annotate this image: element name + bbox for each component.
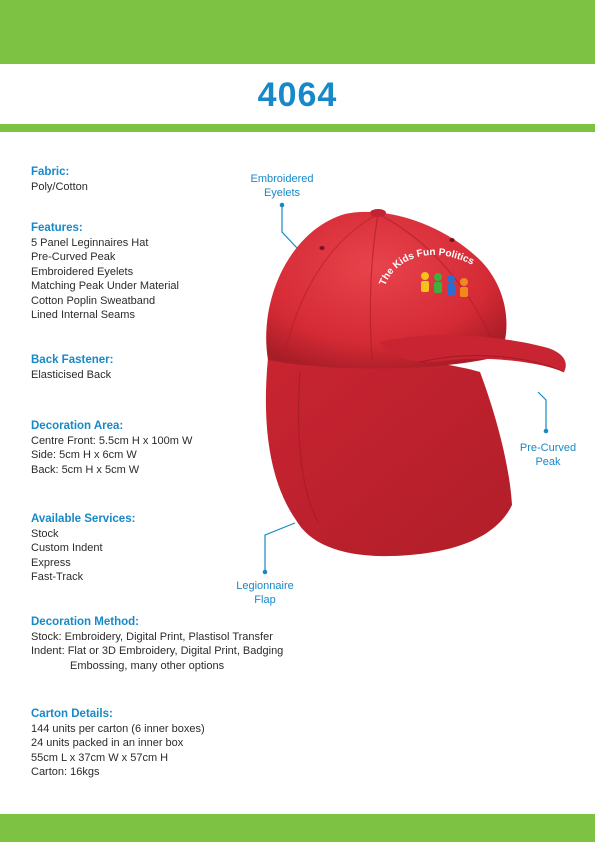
callout-embroidered-eyelets — [238, 172, 326, 200]
section-line: Matching Peak Under Material — [31, 280, 179, 292]
section-line: Embroidered Eyelets — [31, 265, 134, 278]
callout-eyelets-line1: Embroidered — [250, 173, 314, 185]
section-heading: Carton Details: — [31, 708, 113, 720]
cap-logo-text: The Kids Fun Politics — [377, 246, 476, 288]
section-heading: Features: — [31, 222, 83, 234]
flap-callout-dot — [263, 570, 268, 575]
section-line: Cotton Poplin Sweatband — [31, 294, 156, 307]
callout-legionnaire-flap — [226, 579, 304, 607]
section-carton-details — [31, 707, 205, 780]
section-line: Stock: Embroidery, Digital Print, Plastisol Transfer — [31, 630, 273, 643]
section-line: Back: 5cm H x 5cm W — [31, 463, 140, 476]
section-decoration-area — [31, 419, 192, 477]
peak-callout-dot — [544, 429, 549, 434]
callout-flap-line1: Legionnaire — [236, 580, 294, 592]
section-line: Centre Front: 5.5cm H x 100m W — [31, 434, 193, 447]
eyelets-callout-dot — [280, 203, 285, 208]
section-line: Lined Internal Seams — [31, 309, 135, 321]
section-features — [31, 221, 179, 323]
section-line: Custom Indent — [31, 542, 103, 554]
section-heading: Decoration Method: — [31, 616, 139, 628]
section-line: Express — [31, 556, 71, 569]
section-heading: Fabric: — [31, 166, 70, 178]
section-line: Indent: Flat or 3D Embroidery, Digital Print, Badging — [31, 645, 284, 657]
cap-button — [370, 209, 386, 217]
callout-flap-line2: Flap — [254, 594, 276, 606]
section-fabric — [31, 165, 88, 194]
callout-eyelets-line2: Eyelets — [263, 187, 301, 199]
callout-peak-line2: Peak — [535, 456, 561, 468]
section-line: 24 units packed in an inner box — [31, 737, 184, 749]
section-back-fastener — [31, 353, 113, 382]
section-line: Poly/Cotton — [31, 180, 88, 193]
section-line: Carton: 16kgs — [31, 766, 100, 778]
section-heading: Decoration Area: — [31, 420, 124, 432]
section-available-services — [31, 512, 135, 585]
section-line: 144 units per carton (6 inner boxes) — [31, 722, 205, 735]
callout-peak-line1: Pre-Curved — [519, 442, 577, 454]
section-line: Embossing, many other options — [70, 659, 225, 672]
section-line: Stock — [31, 527, 59, 540]
callout-pre-curved-peak — [508, 441, 588, 469]
section-line: 55cm L x 37cm W x 57cm H — [31, 751, 169, 764]
eyelet-right — [449, 238, 454, 242]
section-line: 5 Panel Leginnaires Hat — [31, 236, 149, 249]
section-heading: Back Fastener: — [31, 354, 114, 366]
section-line: Side: 5cm H x 6cm W — [31, 449, 137, 461]
product-code-title: 4064 — [257, 76, 338, 114]
section-decoration-method — [31, 615, 283, 673]
section-line: Pre-Curved Peak — [31, 251, 116, 263]
legionnaire-flap-shape — [266, 355, 512, 556]
bottom-green-band — [0, 814, 595, 842]
section-heading: Available Services: — [31, 513, 136, 525]
section-line: Fast-Track — [31, 571, 84, 583]
section-line: Elasticised Back — [31, 368, 112, 381]
eyelet-left — [319, 246, 324, 250]
